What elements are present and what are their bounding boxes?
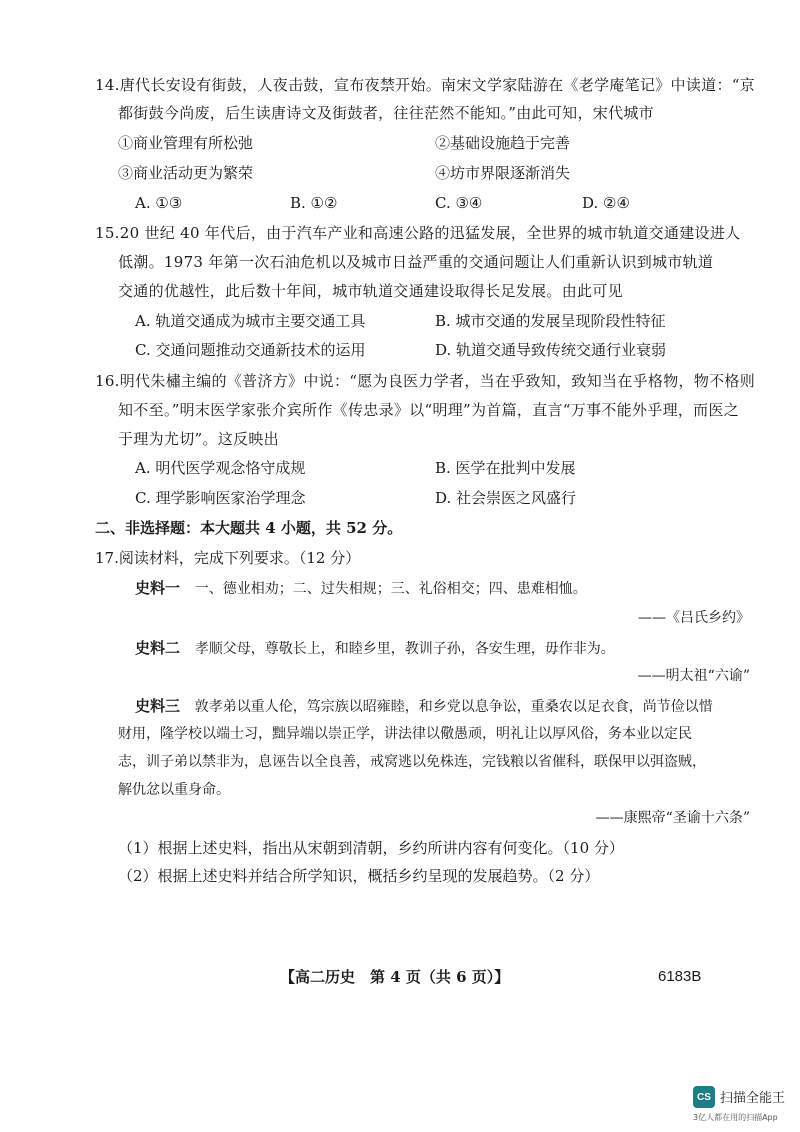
- q14-statement-4: ④坊市界限逐渐消失: [435, 164, 571, 182]
- source-three-line1: 敦孝弟以重人伦，笃宗族以昭雍睦，和乡党以息争讼，重桑农以足衣食，尚节俭以惜: [194, 699, 713, 715]
- q14-choice-c: C. ③④: [435, 194, 483, 212]
- scanner-logo-icon: CS: [693, 1086, 715, 1108]
- page-footer-label: 【高二历史 第 4 页（共 6 页）】: [280, 968, 510, 986]
- q14-statement-1: ①商业管理有所松弛: [118, 134, 254, 152]
- q16-choice-d: D. 社会崇医之风盛行: [435, 489, 577, 507]
- q14-stem-line1: 14.唐代长安设有街鼓，人夜击鼓，宣布夜禁开始。南宋文学家陆游在《老学庵笔记》中读道：“京: [95, 76, 756, 94]
- source-three: [135, 696, 713, 717]
- paper-code: 6183B: [658, 968, 702, 985]
- scanner-app-name: 扫描全能王: [720, 1091, 786, 1106]
- source-three-line2: 财用，隆学校以端士习，黜异端以崇正学，讲法律以儆愚顽，明礼让以厚风俗，务本业以定民: [118, 726, 692, 742]
- q16-stem-line1: 16.明代朱橚主编的《普济方》中说：“愿为良医力学者，当在乎致知，致知当在乎格物，物不格则: [95, 372, 756, 390]
- q14-choice-d: D. ②④: [582, 194, 630, 212]
- source-two-attribution: ——明太祖“六谕”: [637, 668, 750, 684]
- q16-choice-c: C. 理学影响医家治学理念: [135, 489, 306, 507]
- section-heading: 二、非选择题：本大题共 4 小题，共 52 分。: [95, 519, 403, 537]
- q16-choice-a: A. 明代医学观念恪守成规: [135, 459, 306, 477]
- source-two: [135, 638, 615, 659]
- source-one-label: 史料一: [135, 579, 181, 597]
- q16-stem-line2: 知不至。”明末医学家张介宾所作《传忠录》以“明理”为首篇，直言“万事不能外乎理，而医之: [118, 401, 740, 419]
- q17-subquestion-2: （2）根据上述史料并结合所学知识，概括乡约呈现的发展趋势。（2 分）: [118, 867, 600, 885]
- scanner-tagline: 3亿人都在用的扫描App: [693, 1113, 778, 1122]
- source-two-text: 孝顺父母，尊敬长上，和睦乡里，教训子孙，各安生理，毋作非为。: [194, 641, 615, 657]
- q15-stem-line1: 15.20 世纪 40 年代后，由于汽车产业和高速公路的迅猛发展，全世界的城市轨道交通建设进人: [95, 224, 741, 242]
- q14-choice-b: B. ①②: [290, 194, 338, 212]
- q15-choice-a: A. 轨道交通成为城市主要交通工具: [135, 312, 366, 330]
- q15-choice-d: D. 轨道交通导致传统交通行业衰弱: [435, 341, 667, 359]
- source-three-line3: 志，训子弟以禁非为，息诬告以全良善，戒窝逃以免株连，完钱粮以省催科，联保甲以弭盗贼，: [118, 754, 706, 770]
- q14-stem-line2: 都街鼓今尚废，后生读唐诗文及街鼓者，往往茫然不能知。”由此可知，宋代城市: [118, 104, 654, 122]
- q17-subquestion-1: （1）根据上述史料，指出从宋朝到清朝，乡约所讲内容有何变化。（10 分）: [118, 839, 624, 857]
- source-two-label: 史料二: [135, 639, 181, 657]
- source-three-line4: 解仇忿以重身命。: [118, 782, 230, 798]
- source-three-attribution: ——康熙帝“圣谕十六条”: [595, 810, 750, 826]
- source-three-label: 史料三: [135, 697, 181, 715]
- q15-stem-line2: 低潮。1973 年第一次石油危机以及城市日益严重的交通问题让人们重新认识到城市轨道: [118, 253, 714, 271]
- source-one-attribution: ——《吕氏乡约》: [638, 610, 750, 626]
- q14-choice-a: A. ①③: [135, 194, 183, 212]
- q14-statement-2: ②基础设施趋于完善: [435, 134, 571, 152]
- q14-statement-3: ③商业活动更为繁荣: [118, 164, 254, 182]
- q16-choice-b: B. 医学在批判中发展: [435, 459, 576, 477]
- q15-choice-b: B. 城市交通的发展呈现阶段性特征: [435, 312, 666, 330]
- q16-stem-line3: 于理为尤切”。这反映出: [118, 430, 279, 448]
- source-one-text: 一、德业相劝；二、过失相规；三、礼俗相交；四、患难相恤。: [194, 581, 587, 597]
- q15-choice-c: C. 交通问题推动交通新技术的运用: [135, 341, 366, 359]
- source-one: [135, 578, 587, 599]
- q17-stem: 17.阅读材料，完成下列要求。（12 分）: [95, 549, 361, 567]
- q15-stem-line3: 交通的优越性，此后数十年间，城市轨道交通建设取得长足发展。由此可见: [118, 282, 623, 300]
